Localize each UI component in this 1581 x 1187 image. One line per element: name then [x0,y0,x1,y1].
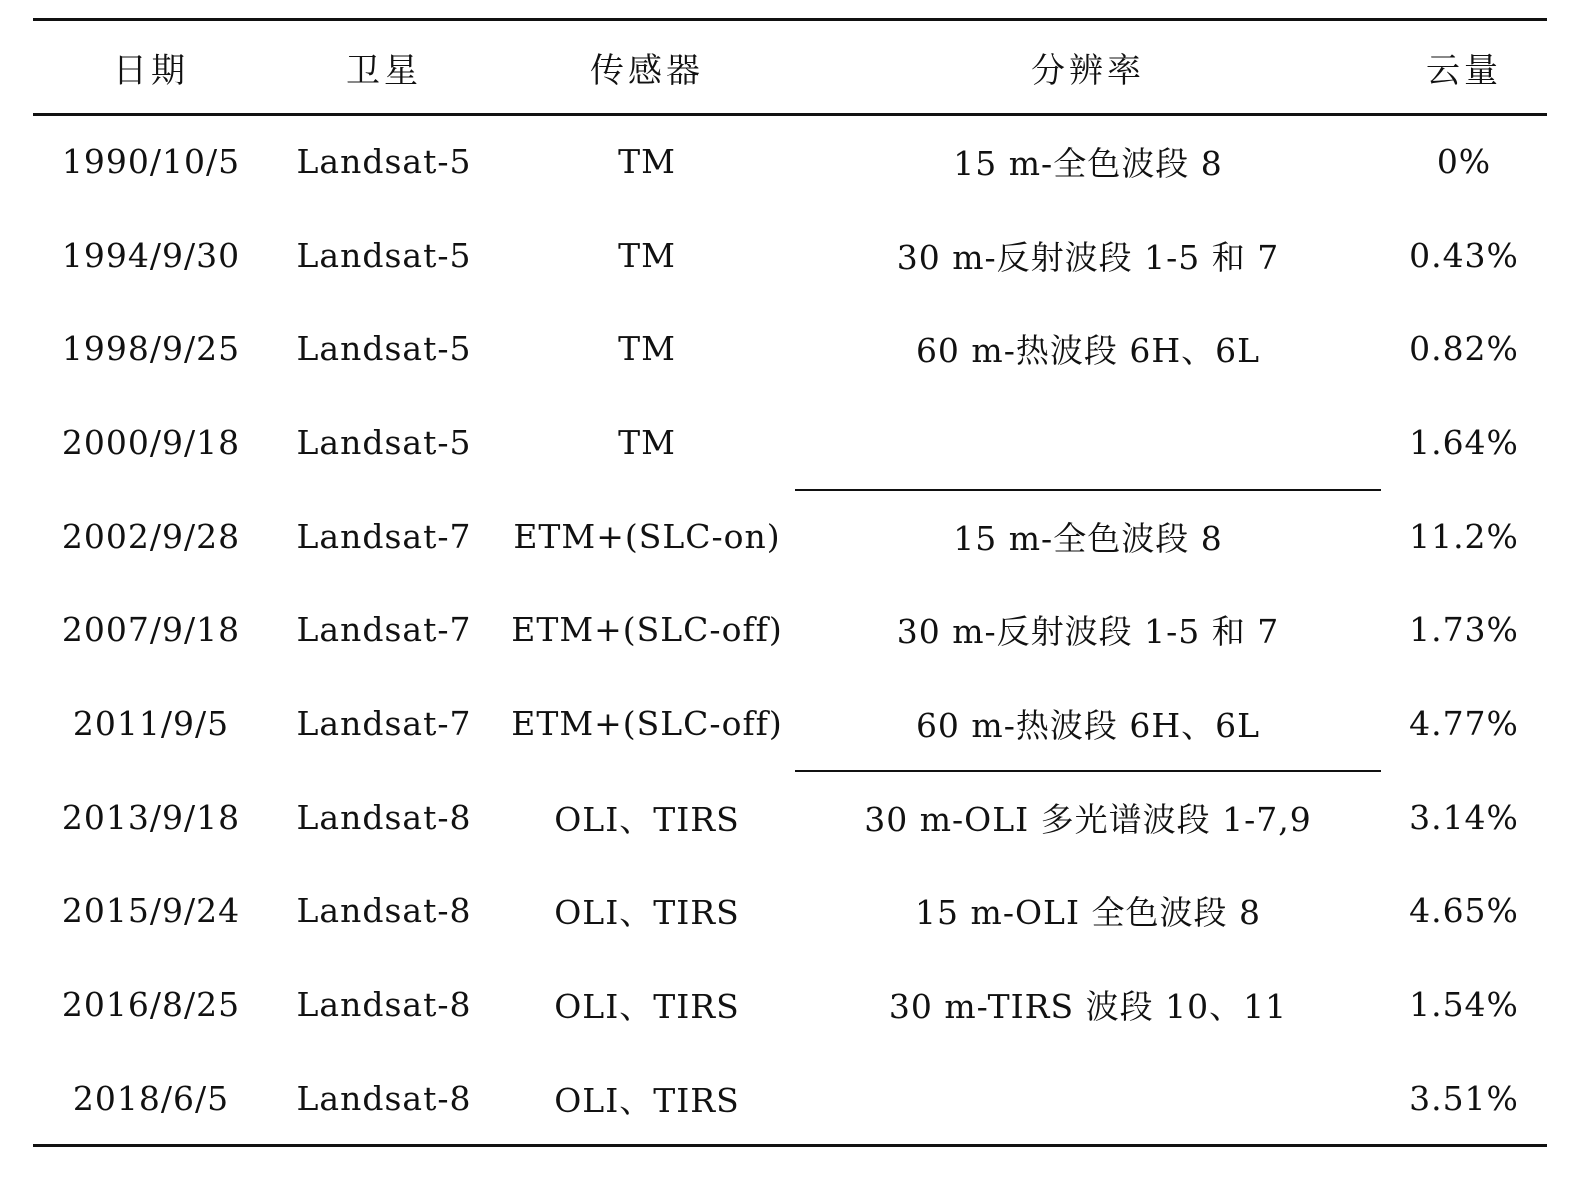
cell-resolution: 60 m-热波段 6H、6L [915,331,1261,370]
cell-sensor: OLI、TIRS [554,1081,740,1120]
cell-cloud: 0.43% [1409,236,1519,275]
cell-date: 2018/6/5 [72,1079,230,1118]
table-header-row [33,21,1547,114]
cell-satellite: Landsat-8 [296,891,472,930]
cell-sensor: TM [618,423,676,462]
cell-satellite: Landsat-7 [296,517,472,556]
cell-sensor: TM [618,142,676,181]
cell-date: 1990/10/5 [61,142,241,181]
cell-date: 1994/9/30 [61,236,241,275]
header-satellite: 卫星 [346,51,422,91]
cell-date: 2016/8/25 [61,985,241,1024]
cell-satellite: Landsat-8 [296,1079,472,1118]
cell-satellite: Landsat-8 [296,985,472,1024]
cell-cloud: 0.82% [1409,329,1519,368]
cell-cloud: 0% [1436,142,1492,181]
table-row [33,958,1547,1051]
cell-sensor: OLI、TIRS [554,893,740,932]
cell-cloud: 1.54% [1409,985,1519,1024]
header-sensor: 传感器 [590,51,704,91]
table-row [33,302,1547,395]
cell-sensor: TM [618,236,676,275]
cell-date: 2002/9/28 [61,517,241,556]
cell-cloud: 4.65% [1409,891,1519,930]
table-row [33,115,1547,208]
cell-resolution [795,396,1381,489]
table-row [33,490,1547,583]
table-bottom-rule [33,1144,1547,1147]
header-date: 日期 [113,51,189,91]
table-row [33,396,1547,489]
table-row [33,864,1547,957]
cell-satellite: Landsat-5 [296,423,472,462]
header-resolution: 分辨率 [1031,51,1145,91]
cell-cloud: 4.77% [1409,704,1519,743]
cell-date: 2013/9/18 [61,798,241,837]
cell-cloud: 1.73% [1409,610,1519,649]
table-row [33,771,1547,864]
cell-satellite: Landsat-7 [296,704,472,743]
cell-cloud: 3.51% [1409,1079,1519,1118]
cell-satellite: Landsat-5 [296,236,472,275]
cell-satellite: Landsat-5 [296,329,472,368]
cell-cloud: 11.2% [1409,517,1519,556]
cell-resolution: 30 m-反射波段 1-5 和 7 [896,238,1280,277]
table-row [33,583,1547,676]
cell-date: 2000/9/18 [61,423,241,462]
cell-resolution [795,1052,1381,1145]
cell-sensor: OLI、TIRS [554,800,740,839]
cell-date: 2007/9/18 [61,610,241,649]
cell-resolution: 15 m-OLI 全色波段 8 [915,893,1261,932]
table-row [33,1052,1547,1145]
cell-date: 2011/9/5 [72,704,230,743]
cell-date: 2015/9/24 [61,891,241,930]
cell-satellite: Landsat-5 [296,142,472,181]
cell-satellite: Landsat-8 [296,798,472,837]
cell-resolution: 60 m-热波段 6H、6L [915,706,1261,745]
cell-cloud: 1.64% [1409,423,1519,462]
cell-satellite: Landsat-7 [296,610,472,649]
cell-sensor: ETM+(SLC-off) [511,610,783,649]
cell-sensor: ETM+(SLC-on) [513,517,781,556]
cell-resolution: 30 m-反射波段 1-5 和 7 [896,612,1280,651]
cell-date: 1998/9/25 [61,329,241,368]
cell-cloud: 3.14% [1409,798,1519,837]
cell-sensor: TM [618,329,676,368]
table-row [33,677,1547,770]
cell-sensor: OLI、TIRS [554,987,740,1026]
cell-resolution: 15 m-全色波段 8 [953,144,1223,183]
cell-resolution: 30 m-OLI 多光谱波段 1-7,9 [864,800,1312,839]
table-row [33,209,1547,302]
header-cloud: 云量 [1426,51,1502,91]
cell-resolution: 30 m-TIRS 波段 10、11 [888,987,1288,1026]
cell-resolution: 15 m-全色波段 8 [953,519,1223,558]
cell-sensor: ETM+(SLC-off) [511,704,783,743]
